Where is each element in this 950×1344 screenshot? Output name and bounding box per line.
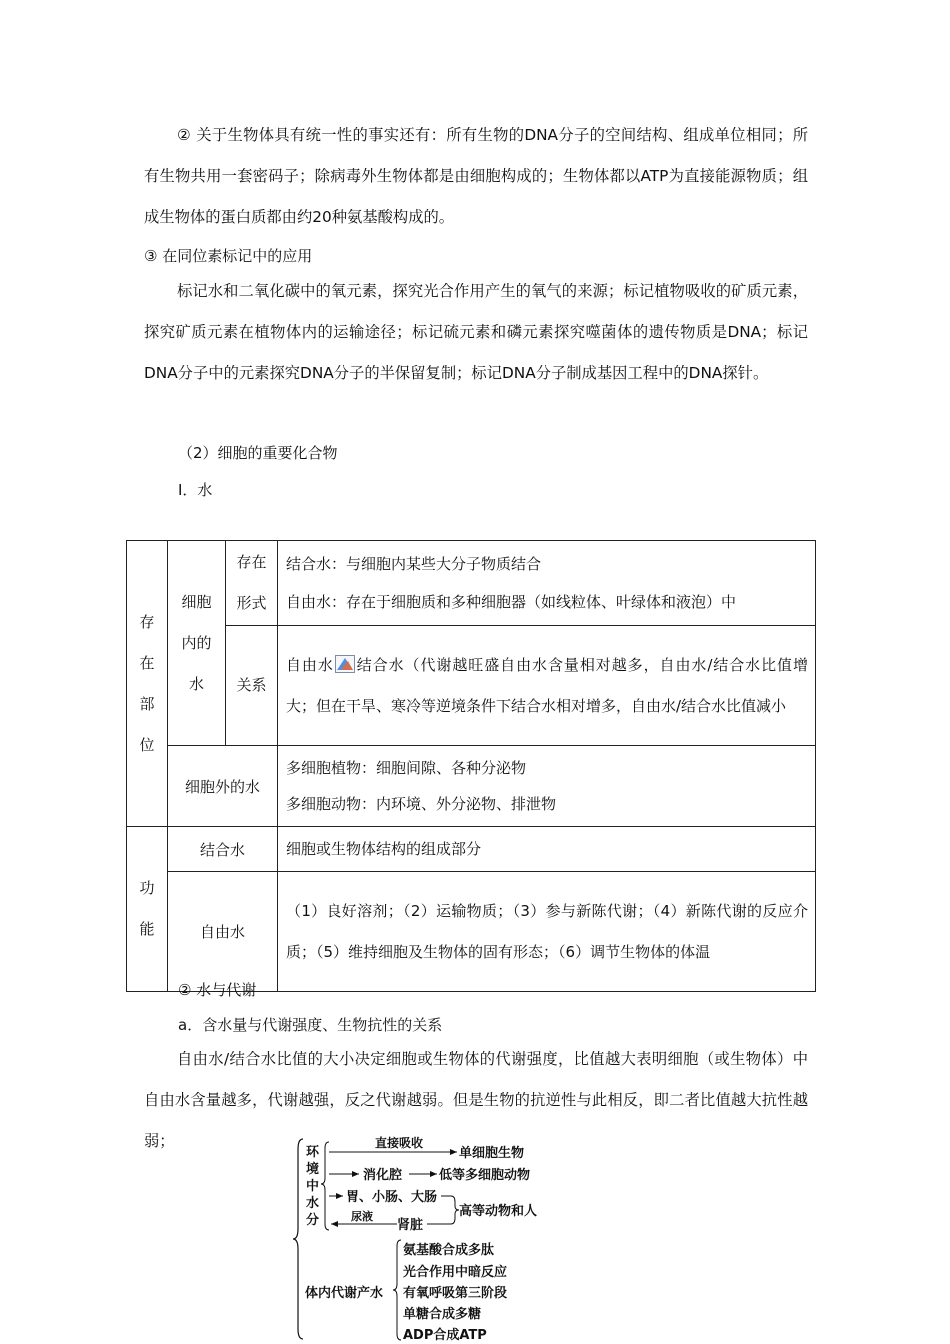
higher-brace (451, 1196, 459, 1224)
relation-text: 结合水（代谢越旺盛自由水含量相对越多，自由水/结合水比值增大；但在干旱、寒冷等逆境条件下结合水相对增多，自由水/结合水比值减小 (286, 655, 808, 715)
heading-compounds: （2）细胞的重要化合物 (178, 444, 338, 462)
relation-desc (278, 626, 816, 746)
lower-animals: 低等多细胞动物 (439, 1168, 531, 1183)
relation-label: 关系 (226, 626, 278, 746)
form-desc (278, 541, 816, 626)
plant-extra: 多细胞植物：细胞间隙、各种分泌物 (286, 759, 527, 777)
urine-label: 尿液 (351, 1210, 373, 1223)
unicellular: 单细胞生物 (459, 1146, 525, 1161)
function-label: 功能 (127, 827, 168, 992)
higher-animals: 高等动物和人 (459, 1204, 538, 1219)
free-water-label: 自由水 (168, 872, 278, 992)
bound-water-desc: 结合水：与细胞内某些大分子物质结合 (286, 555, 542, 573)
paragraph-unity: ② 关于生物体具有统一性的事实还有：所有生物的DNA分子的空间结构、组成单位相同；所有生物共用一套密码子；除病毒外生物体都是由细胞构成的；生物体都以ATP为直接能源物质；组成生物体的蛋白质都由约20种氨基酸构成的。 (144, 126, 808, 226)
bound-water-function: 细胞或生物体结构的组成部分 (278, 827, 816, 872)
outer-brace (293, 1139, 303, 1339)
water-table (126, 540, 816, 992)
heading-metabolism: ② 水与代谢 (178, 981, 257, 999)
paragraph-metabolism: 自由水/结合水比值的大小决定细胞或生物体的代谢强度，比值越大表明细胞（或生物体）中自由水含量越多，代谢越强，反之代谢越弱。但是生物的抗逆性与此相反，即二者比值越大抗性越弱； (144, 1050, 808, 1150)
relation-from: 自由水 (286, 655, 334, 674)
extracellular-desc (278, 746, 816, 827)
heading-a: a．含水量与代谢强度、生物抗性的关系 (178, 1016, 443, 1034)
animal-extra: 多细胞动物：内环境、外分泌物、排泄物 (286, 795, 557, 813)
metab-brace (393, 1240, 401, 1340)
free-water-function: （1）良好溶剂；（2）运输物质；（3）参与新陈代谢；（4）新陈代谢的反应介质；（5）维持细胞及生物体的固有形态；（6）调节生物体的体温 (278, 872, 816, 992)
intracellular-label: 细胞内的水 (168, 541, 226, 746)
metab-item-1: 氨基酸合成多肽 (403, 1243, 495, 1258)
existence-label: 存在部位 (127, 541, 168, 827)
kidney: 肾脏 (397, 1218, 424, 1233)
heading-isotope: ③ 在同位素标记中的应用 (144, 247, 313, 265)
source-label: 环境中水分 (306, 1145, 320, 1228)
direct-label: 直接吸收 (375, 1136, 424, 1150)
metab-item-4: 单糖合成多糖 (403, 1307, 482, 1322)
bound-water-label: 结合水 (168, 827, 278, 872)
water-source-diagram (293, 1134, 563, 1344)
metab-item-5: ADP合成ATP (403, 1328, 487, 1343)
digestive-cavity: 消化腔 (363, 1168, 403, 1183)
conversion-icon (335, 655, 355, 673)
metab-item-2: 光合作用中暗反应 (403, 1265, 508, 1280)
form-label: 存在形式 (226, 541, 278, 626)
env-brace (321, 1142, 329, 1230)
free-water-desc: 自由水：存在于细胞质和多种细胞器（如线粒体、叶绿体和液泡）中 (286, 593, 737, 611)
paragraph-isotope: 标记水和二氧化碳中的氧元素，探究光合作用产生的氧气的来源；标记植物吸收的矿质元素，探究矿质元素在植物体内的运输途径；标记硫元素和磷元素探究噬菌体的遗传物质是DNA；标记DNA分子中的元素探究DNA分子的半保留复制；标记DNA分子制成基因工程中的DNA探针。 (144, 282, 808, 382)
metabolic-label: 体内代谢产水 (305, 1286, 384, 1301)
metab-item-3: 有氧呼吸第三阶段 (403, 1286, 508, 1301)
heading-water: Ⅰ．水 (178, 481, 213, 499)
stomach-intestine: 胃、小肠、大肠 (346, 1190, 438, 1205)
extracellular-label: 细胞外的水 (168, 746, 278, 827)
